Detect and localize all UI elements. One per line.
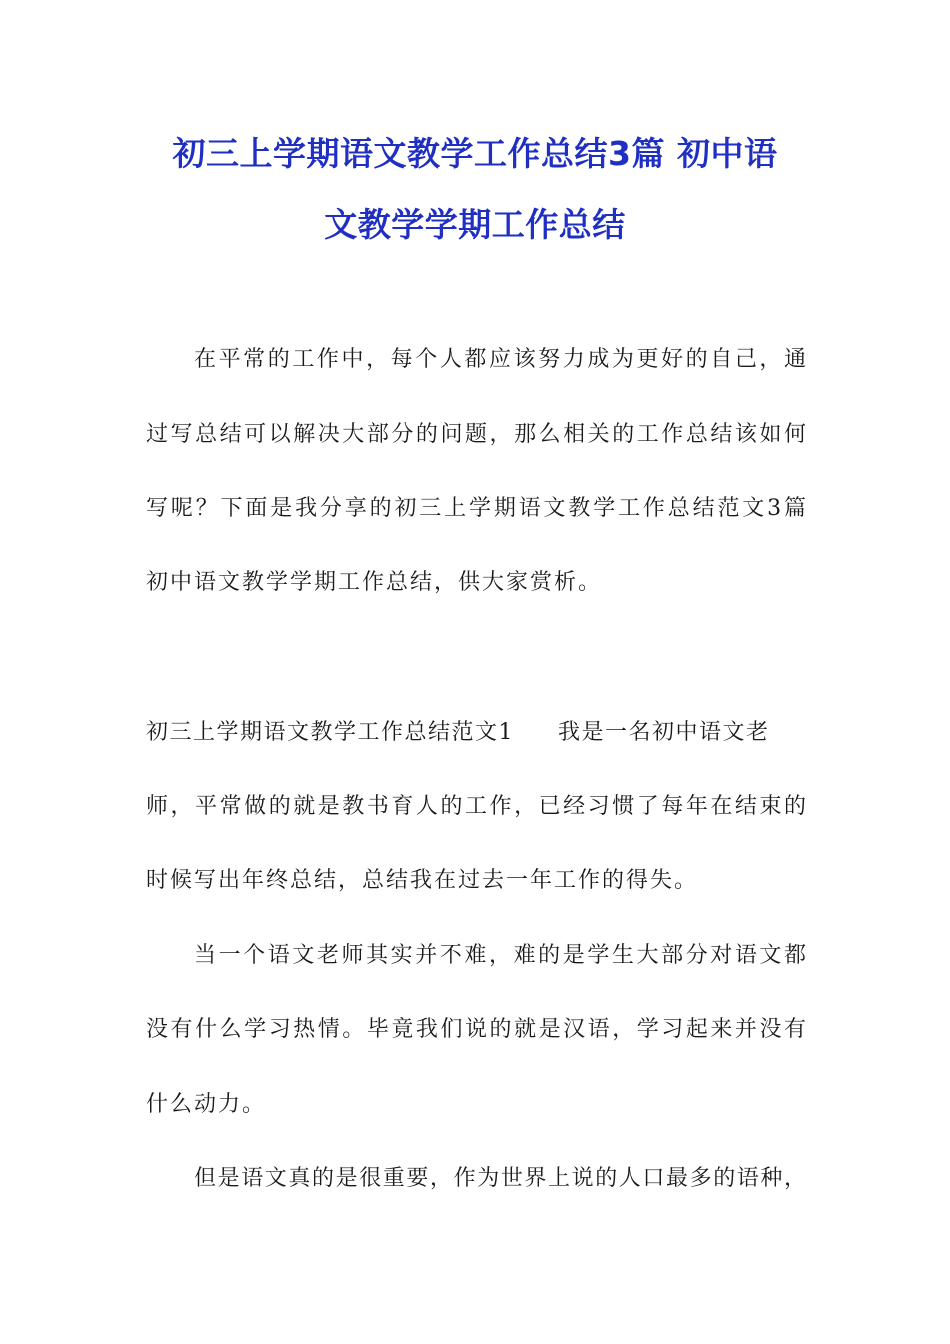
section-1-line-1: 师，平常做的就是教书育人的工作，已经习惯了每年在结束的 <box>146 794 806 819</box>
para-2-line-3: 什么动力。 <box>146 1092 267 1117</box>
para-2-line-1: 当一个语文老师其实并不难，难的是学生大部分对语文都 <box>194 943 806 968</box>
para-2-line-2: 没有什么学习热情。毕竟我们说的就是汉语，学习起来并没有 <box>146 1017 806 1042</box>
document-title-line-2: 文教学学期工作总结 <box>324 205 626 244</box>
intro-line-2: 过写总结可以解决大部分的问题，那么相关的工作总结该如何 <box>146 422 806 447</box>
intro-line-3: 写呢？下面是我分享的初三上学期语文教学工作总结范文3篇 <box>146 496 806 521</box>
section-1-heading-line <box>146 718 806 748</box>
section-1-heading: 初三上学期语文教学工作总结范文1 <box>146 720 514 745</box>
para-3-line-1: 但是语文真的是很重要，作为世界上说的人口最多的语种， <box>194 1166 806 1191</box>
intro-line-4: 初中语文教学学期工作总结，供大家赏析。 <box>146 570 603 595</box>
section-1-heading-tail: 我是一名初中语文老 <box>558 720 770 745</box>
document-title-line-1: 初三上学期语文教学工作总结3篇 初中语 <box>172 134 778 173</box>
intro-line-1: 在平常的工作中，每个人都应该努力成为更好的自己，通 <box>194 347 806 372</box>
section-1-line-2: 时候写出年终总结，总结我在过去一年工作的得失。 <box>146 868 699 893</box>
